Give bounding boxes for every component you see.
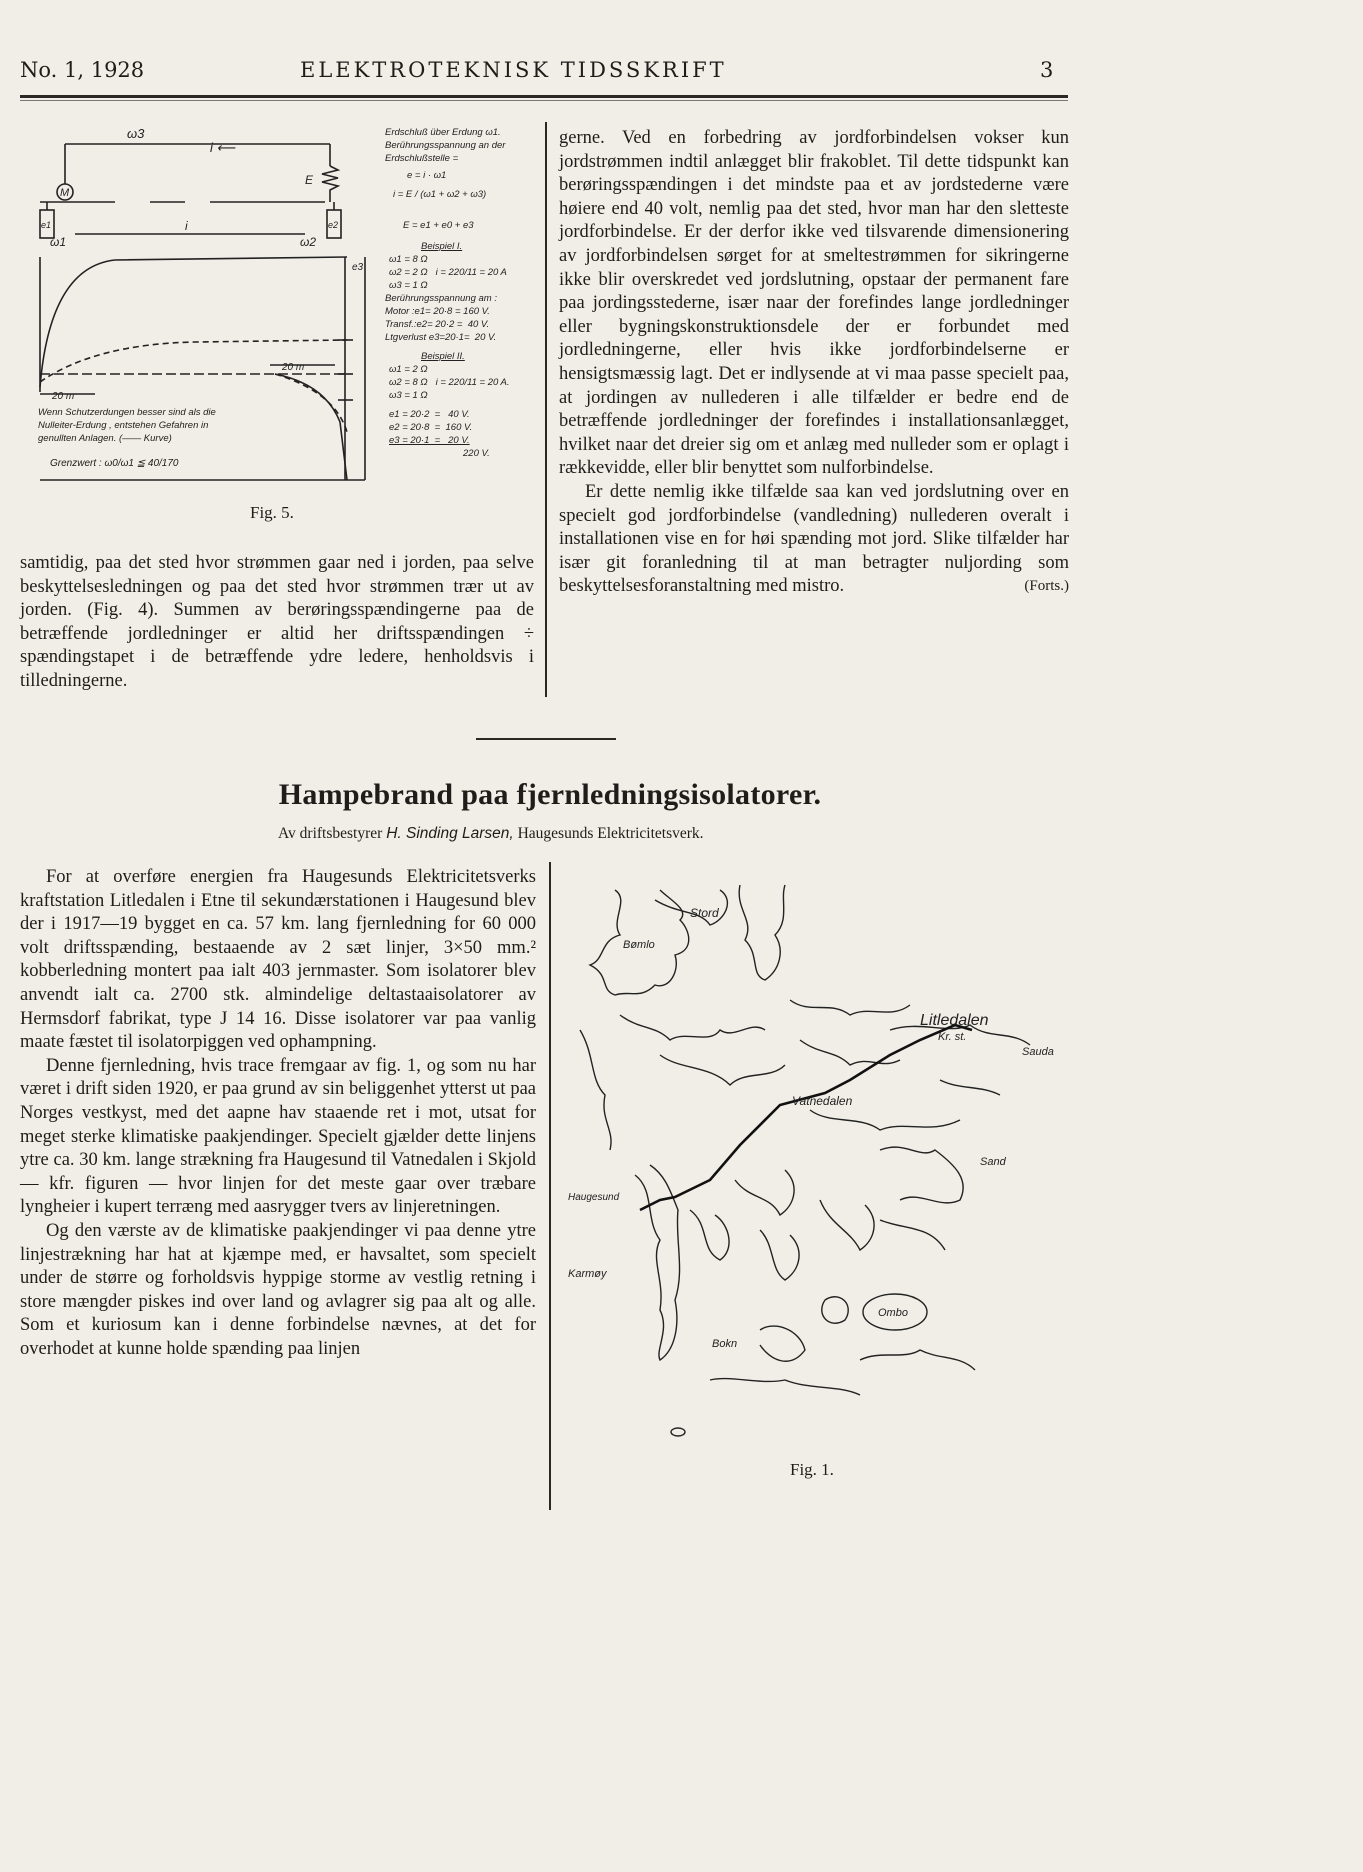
eq-line: ω2 = 2 Ω i = 220/11 = 20 A <box>389 267 507 278</box>
map-label-karmoy: Karmøy <box>568 1268 607 1280</box>
column-divider-article <box>549 862 551 1510</box>
eq-line: Berührungsspannung an der <box>385 140 506 151</box>
map-label-vatnedalen: Vatnedalen <box>792 1094 853 1108</box>
map-label-bokn: Bokn <box>712 1338 738 1350</box>
article-paragraph-3: Og den værste av de klimatiske paakjendinger vi paa denne ytre linjestrækning har hat at kjæmpe med, er havsaltet, som specielt under de større og forholdsvis hyppige storme av vestlig retning i store mængder piskes ind over land og avlagrer sig paa alt og alle. Som et kuriosum kan i denne forbindelse nævnes, at det for overhodet at kunne holde spænding paa linjen <box>20 1220 536 1359</box>
eq-line: Berührungsspannung am : <box>385 293 497 304</box>
byline-prefix: Av driftsbestyrer <box>278 825 383 842</box>
fig5-caption: Fig. 5. <box>250 503 294 522</box>
fig5-label-i-arrow: i ⟵ <box>210 140 236 155</box>
left-top-column <box>20 552 534 694</box>
fig5-label-e1-box: e1 <box>41 220 52 230</box>
eq-line: Erdschlußstelle = <box>385 153 459 164</box>
eq-line: e = i · ω1 <box>407 170 447 181</box>
eq-line: Erdschluß über Erdung ω1. <box>385 127 501 138</box>
running-header-issue: No. 1, 1928 <box>20 58 145 82</box>
article-title: Hampebrand paa fjernledningsisolatorer. <box>278 778 822 811</box>
fig5-label-w3: ω3 <box>127 126 145 141</box>
fig5-note-line: Wenn Schutzerdungen besser sind als die <box>38 407 216 418</box>
page-number: 3 <box>1040 58 1054 82</box>
fig1-map <box>560 880 1080 1440</box>
article-paragraph-2: Denne fjernledning, hvis trace fremgaar av fig. 1, og som nu har været i drift siden 1920, er paa grund av sin beliggenhet ytterst ut paa Norges vestkyst, med det aapne hav staaende ret i mot, utsat for meget sterke klimatiske paakjendinger. Specielt gjælder dette linjens ytre ca. 30 km. lange strækning fra Haugesund til Vatnedalen i Skjold — kfr. figuren — hvor linjen for det meste gaar over træbare lyngheier i kupert terræng med aasrygger tvers av linjeretningen. <box>20 1055 536 1218</box>
fig5-label-i: i <box>185 219 188 233</box>
eq-line: Ltgverlust e3=20·1= 20 V. <box>385 332 497 343</box>
eq-line: ω1 = 2 Ω <box>389 364 428 375</box>
byline-author: H. Sinding Larsen, <box>386 825 514 842</box>
fig5-equations <box>385 126 545 460</box>
continued-note: (Forts.) <box>1024 578 1069 595</box>
fig5-label-motor: M <box>60 187 70 199</box>
map-label-sand: Sand <box>980 1156 1006 1168</box>
column-divider-top <box>545 122 547 697</box>
map-label-sauda: Sauda <box>1022 1046 1054 1058</box>
running-header-journal: ELEKTROTEKNISK TIDSSKRIFT <box>300 58 727 82</box>
fig5-grenzwert <box>50 457 178 470</box>
header-rule-thin <box>20 100 1068 101</box>
fig5-label-e3: e3 <box>352 262 364 273</box>
section-separator <box>476 738 616 740</box>
eq-line: ω1 = 8 Ω <box>389 254 428 265</box>
header-rule <box>20 95 1068 98</box>
eq-line: ω3 = 1 Ω <box>389 280 428 291</box>
eq-line: ω3 = 1 Ω <box>389 390 428 401</box>
map-label-haugesund: Haugesund <box>568 1192 620 1203</box>
fig1-caption: Fig. 1. <box>790 1460 834 1479</box>
fig5-grenzwert-label: Grenzwert : <box>50 458 102 469</box>
eq-line: Beispiel I. <box>421 241 463 252</box>
eq-line: Motor :e1= 20·8 = 160 V. <box>385 306 490 317</box>
map-label-litledalen: Litledalen <box>920 1012 989 1029</box>
article-byline <box>278 825 838 843</box>
byline-affiliation: Haugesunds Elektricitetsverk. <box>517 825 704 842</box>
eq-line: e3 = 20·1 = 20 V. <box>389 435 470 446</box>
fig5-grenzwert-expr: ω0/ω1 ≦ 40/170 <box>104 458 179 469</box>
eq-line: i = E / (ω1 + ω2 + ω3) <box>393 189 487 200</box>
left-top-paragraph: samtidig, paa det sted hvor strømmen gaar ned i jorden, paa selve beskyttelsesledningen og paa det sted hvor strømmen trær ut av jorden. (Fig. 4). Summen av berøringsspændingerne paa de betræffende jordledninger er altid her driftsspændingen ÷ spændingstapet i de betræffende ydre ledere, henholdsvis i tilledningerne. <box>20 553 534 691</box>
fig5-note-line: genullten Anlagen. (—— Kurve) <box>38 433 172 444</box>
map-label-bomlo: Bømlo <box>623 939 655 951</box>
eq-line: 220 V. <box>463 448 490 459</box>
fig5-note-line: Nulleiter-Erdung , entstehen Gefahren in <box>38 420 209 431</box>
eq-line: Transf.:e2= 20·2 = 40 V. <box>385 319 490 330</box>
right-top-paragraph-2 <box>559 481 1069 599</box>
right-top-column <box>559 127 1069 599</box>
map-label-ombo: Ombo <box>878 1307 908 1319</box>
fig5-label-e2-box: e2 <box>328 220 339 230</box>
right-top-paragraph-2-text: Er dette nemlig ikke tilfælde saa kan ved jordslutning over en specielt god jordforbindelse (vandledning) nullederen overalt i installationen vise en for høi spænding mot jord. Slike tilfælder har især git foranledning til at man betragter nuljording som beskyttelsesforanstaltning med mistro. <box>559 481 1069 597</box>
eq-line: E = e1 + e0 + e3 <box>403 220 474 231</box>
eq-line: e2 = 20·8 = 160 V. <box>389 422 473 433</box>
article-left-column <box>20 866 536 1361</box>
fig5-label-E: E <box>305 173 314 187</box>
fig5-note <box>38 406 298 445</box>
fig5-label-20m-right: 20 m <box>282 362 305 373</box>
right-top-paragraph-1: gerne. Ved en forbedring av jordforbindelsen vokser kun jordstrømmen indtil anlægget blir frakoblet. Til dette tidspunkt kan berøringsspændingen i det mindste paa et av jordstederne være høiere end 40 volt, nemlig paa det sted, hvor man har den sletteste jordforbindelse. Er der derfor ikke ved tilsvarende dimensionering av jordforbindelsen sørget for at smeltestrømmen for sikringerne ikke blir overskredet ved jordslutning, opstaar der permanent fare paa jordingsstederne, især naar der forefindes lange jordledninger eller bygningskonstruktionsdele der er forbundet med jordledningerne, eller hvis ikke jordforbindelserne er hensigtsmæssig lagt. Det er indlysende at vi maa passe specielt paa, at jordingen av nullederen i alle tilfælder er bedre end de betræffende jordledninger der forefindes i installationsanlægget, hvilket naar det dreier sig om et anlæg med nulleder som er oplagt i rækkevidde, eller blir benyttet som nulforbindelse. <box>559 128 1069 479</box>
eq-line: e1 = 20·2 = 40 V. <box>389 409 470 420</box>
eq-line: ω2 = 8 Ω i = 220/11 = 20 A. <box>389 377 510 388</box>
map-label-stord: Stord <box>690 906 719 920</box>
fig5-label-w2: ω2 <box>300 235 317 249</box>
fig5-label-20m-left: 20 m <box>52 391 75 402</box>
map-label-kraftstasjon: Kr. st. <box>938 1031 967 1043</box>
eq-line: Beispiel II. <box>421 351 465 362</box>
article-paragraph-1: For at overføre energien fra Haugesunds Elektricitetsverks kraftstation Litledalen i Etne til sekundærstationen i Haugesund blev der i 1917—19 bygget en ca. 57 km. lang fjernledning for 60 000 volt driftsspænding, bestaaende av 2 sæt linjer, 3×50 mm.² kobberledning montert paa ialt 403 jernmaster. Som isolatorer blev anvendt ialt ca. 2700 stk. almindelige deltastaaisolatorer av Hermsdorf fabrikat, type J 14 16. Disse isolatorer var paa vanlig maate fæstet til isolatorpiggen ved ophampning. <box>20 867 536 1053</box>
fig5-label-w1: ω1 <box>50 235 67 249</box>
